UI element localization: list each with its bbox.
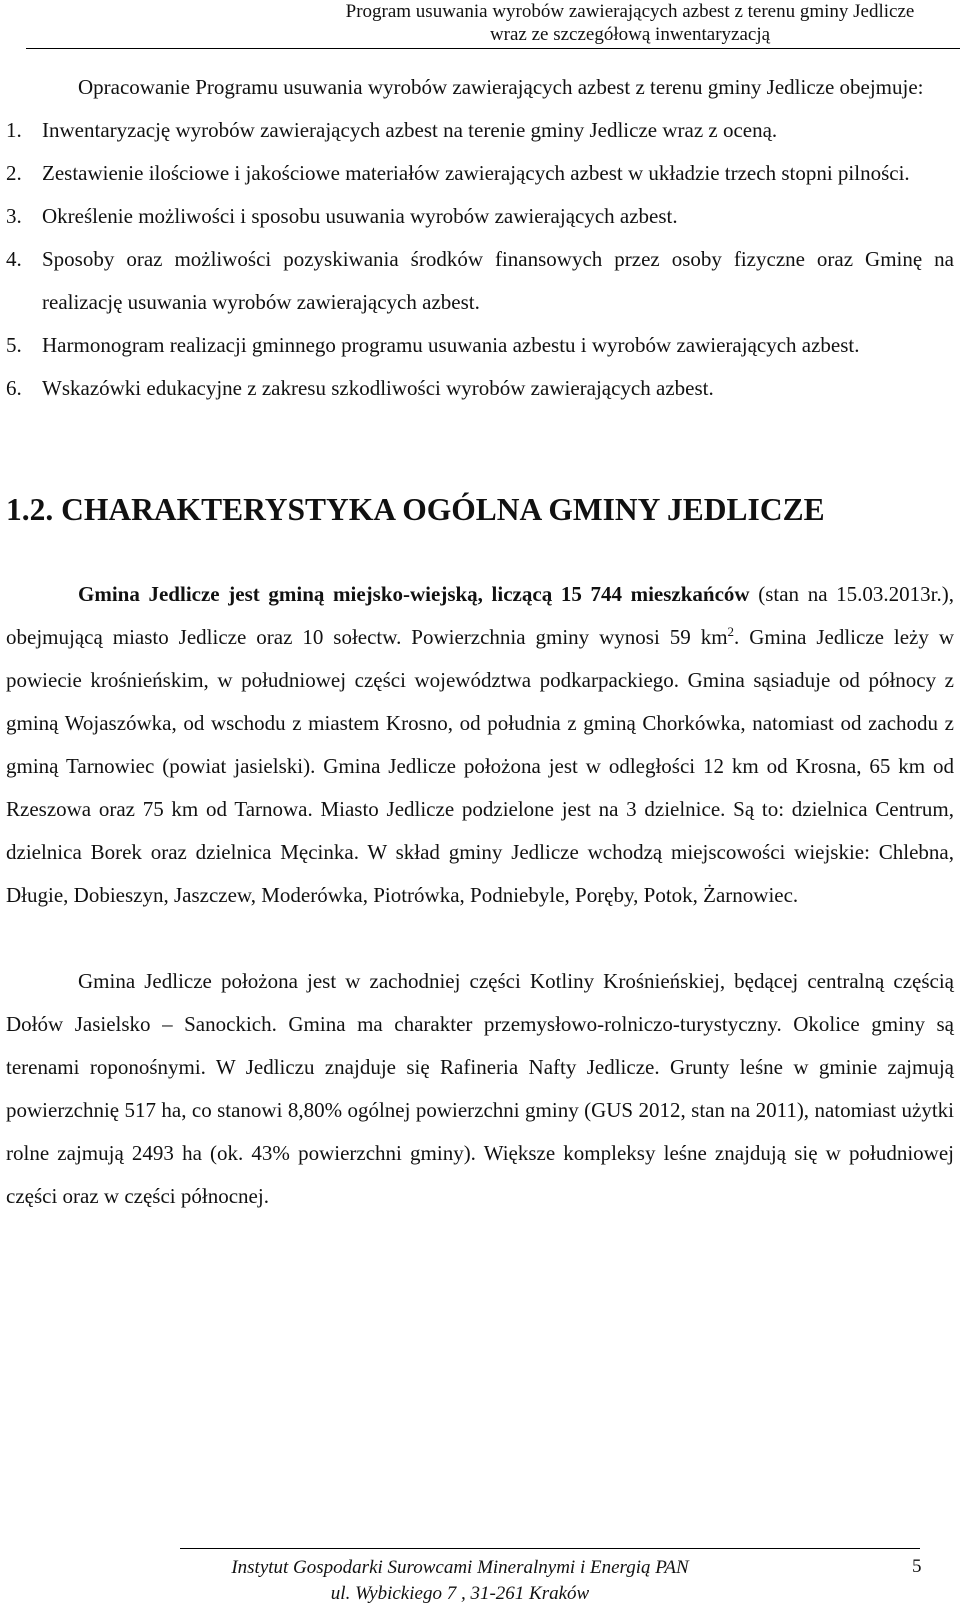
list-item: [6, 195, 954, 238]
list-item-number: 5.: [6, 333, 22, 357]
section-paragraph-1: [6, 573, 954, 917]
header-title-line1: Program usuwania wyrobów zawierających azbest z terenu gminy Jedlicze: [345, 1, 915, 22]
scope-list: [6, 109, 954, 410]
list-item-text: Harmonogram realizacji gminnego programu usuwania azbestu i wyrobów zawierających azbest.: [42, 333, 860, 357]
list-item-number: 4.: [6, 247, 22, 271]
header-title-line2: wraz ze szczegółową inwentaryzacją: [489, 24, 771, 45]
list-item-number: 3.: [6, 204, 22, 228]
page-footer: [180, 1555, 740, 1607]
footer-divider: [180, 1548, 920, 1549]
list-item: [6, 238, 954, 324]
list-item: [6, 367, 954, 410]
list-item-text: Wskazówki edukacyjne z zakresu szkodliwości wyrobów zawierających azbest.: [42, 376, 714, 400]
page-number: 5: [912, 1556, 922, 1577]
list-item: [6, 109, 954, 152]
list-item-text: Zestawienie ilościowe i jakościowe materiałów zawierających azbest w układzie trzech stopni pilności.: [42, 161, 910, 185]
header-divider: [26, 48, 960, 49]
list-item-text: Określenie możliwości i sposobu usuwania wyrobów zawierających azbest.: [42, 204, 678, 228]
paragraph-text: . Gmina Jedlicze leży w powiecie krośnieńskim, w południowej części województwa podkarpackiego. Gmina sąsiaduje od północy z gminą Wojaszówka, od wschodu z miastem Krosno, od południa z gminą Chorkówka, natomiast od zachodu z gminą Tarnowiec (powiat jasielski). Gmina Jedlicze położona jest w odległości 12 km od Krosna, 65 km od Rzeszowa oraz 75 km od Tarnowa. Miasto Jedlicze podzielone jest na 3 dzielnice. Są to: dzielnica Centrum, dzielnica Borek oraz dzielnica Męcinka. W skład gminy Jedlicze wchodzą miejscowości wiejskie: Chlebna, Długie, Dobieszyn, Jaszczew, Moderówka, Piotrówka, Podniebyle, Poręby, Potok, Żarnowiec.: [6, 625, 954, 907]
list-item-text: Sposoby oraz możliwości pozyskiwania środków finansowych przez osoby fizyczne oraz Gminę na realizację usuwania wyrobów zawierających azbest.: [42, 247, 954, 314]
list-item: [6, 324, 954, 367]
paragraph-text: (stan na 15.03.2013r.), obejmującą miasto Jedlicze oraz 10 sołectw. Powierzchnia gminy wynosi 59 km: [6, 582, 954, 649]
footer-address: ul. Wybickiego 7 , 31-261 Kraków: [330, 1583, 590, 1604]
list-item-number: 2.: [6, 161, 22, 185]
paragraph-bold-lead: Gmina Jedlicze jest gminą miejsko-wiejską, liczącą 15 744 mieszkańców: [78, 582, 750, 606]
document-body: [6, 66, 954, 1218]
list-item-number: 1.: [6, 118, 22, 142]
page-header: [300, 0, 960, 46]
superscript: 2: [727, 624, 735, 639]
list-item-text: Inwentaryzację wyrobów zawierających azbest na terenie gminy Jedlicze wraz z oceną.: [42, 118, 778, 142]
footer-institution: Instytut Gospodarki Surowcami Mineralnymi i Energią PAN: [231, 1557, 689, 1578]
intro-paragraph: Opracowanie Programu usuwania wyrobów zawierających azbest z terenu gminy Jedlicze obejmuje:: [78, 75, 924, 99]
list-item: [6, 152, 954, 195]
section-heading: 1.2. CHARAKTERYSTYKA OGÓLNA GMINY JEDLICZE: [6, 492, 825, 527]
list-item-number: 6.: [6, 376, 22, 400]
section-paragraph-2: Gmina Jedlicze położona jest w zachodniej części Kotliny Krośnieńskiej, będącej centralną częścią Dołów Jasielsko – Sanockich. Gmina ma charakter przemysłowo-rolniczo-turystyczny. Okolice gminy są terenami roponośnymi. W Jedliczu znajduje się Rafineria Nafty Jedlicze. Grunty leśne w gminie zajmują powierzchnię 517 ha, co stanowi 8,80% ogólnej powierzchni gminy (GUS 2012, stan na 2011), natomiast użytki rolne zajmują 2493 ha (ok. 43% powierzchni gminy). Większe kompleksy leśne znajdują się w południowej części oraz w części północnej.: [6, 969, 954, 1208]
